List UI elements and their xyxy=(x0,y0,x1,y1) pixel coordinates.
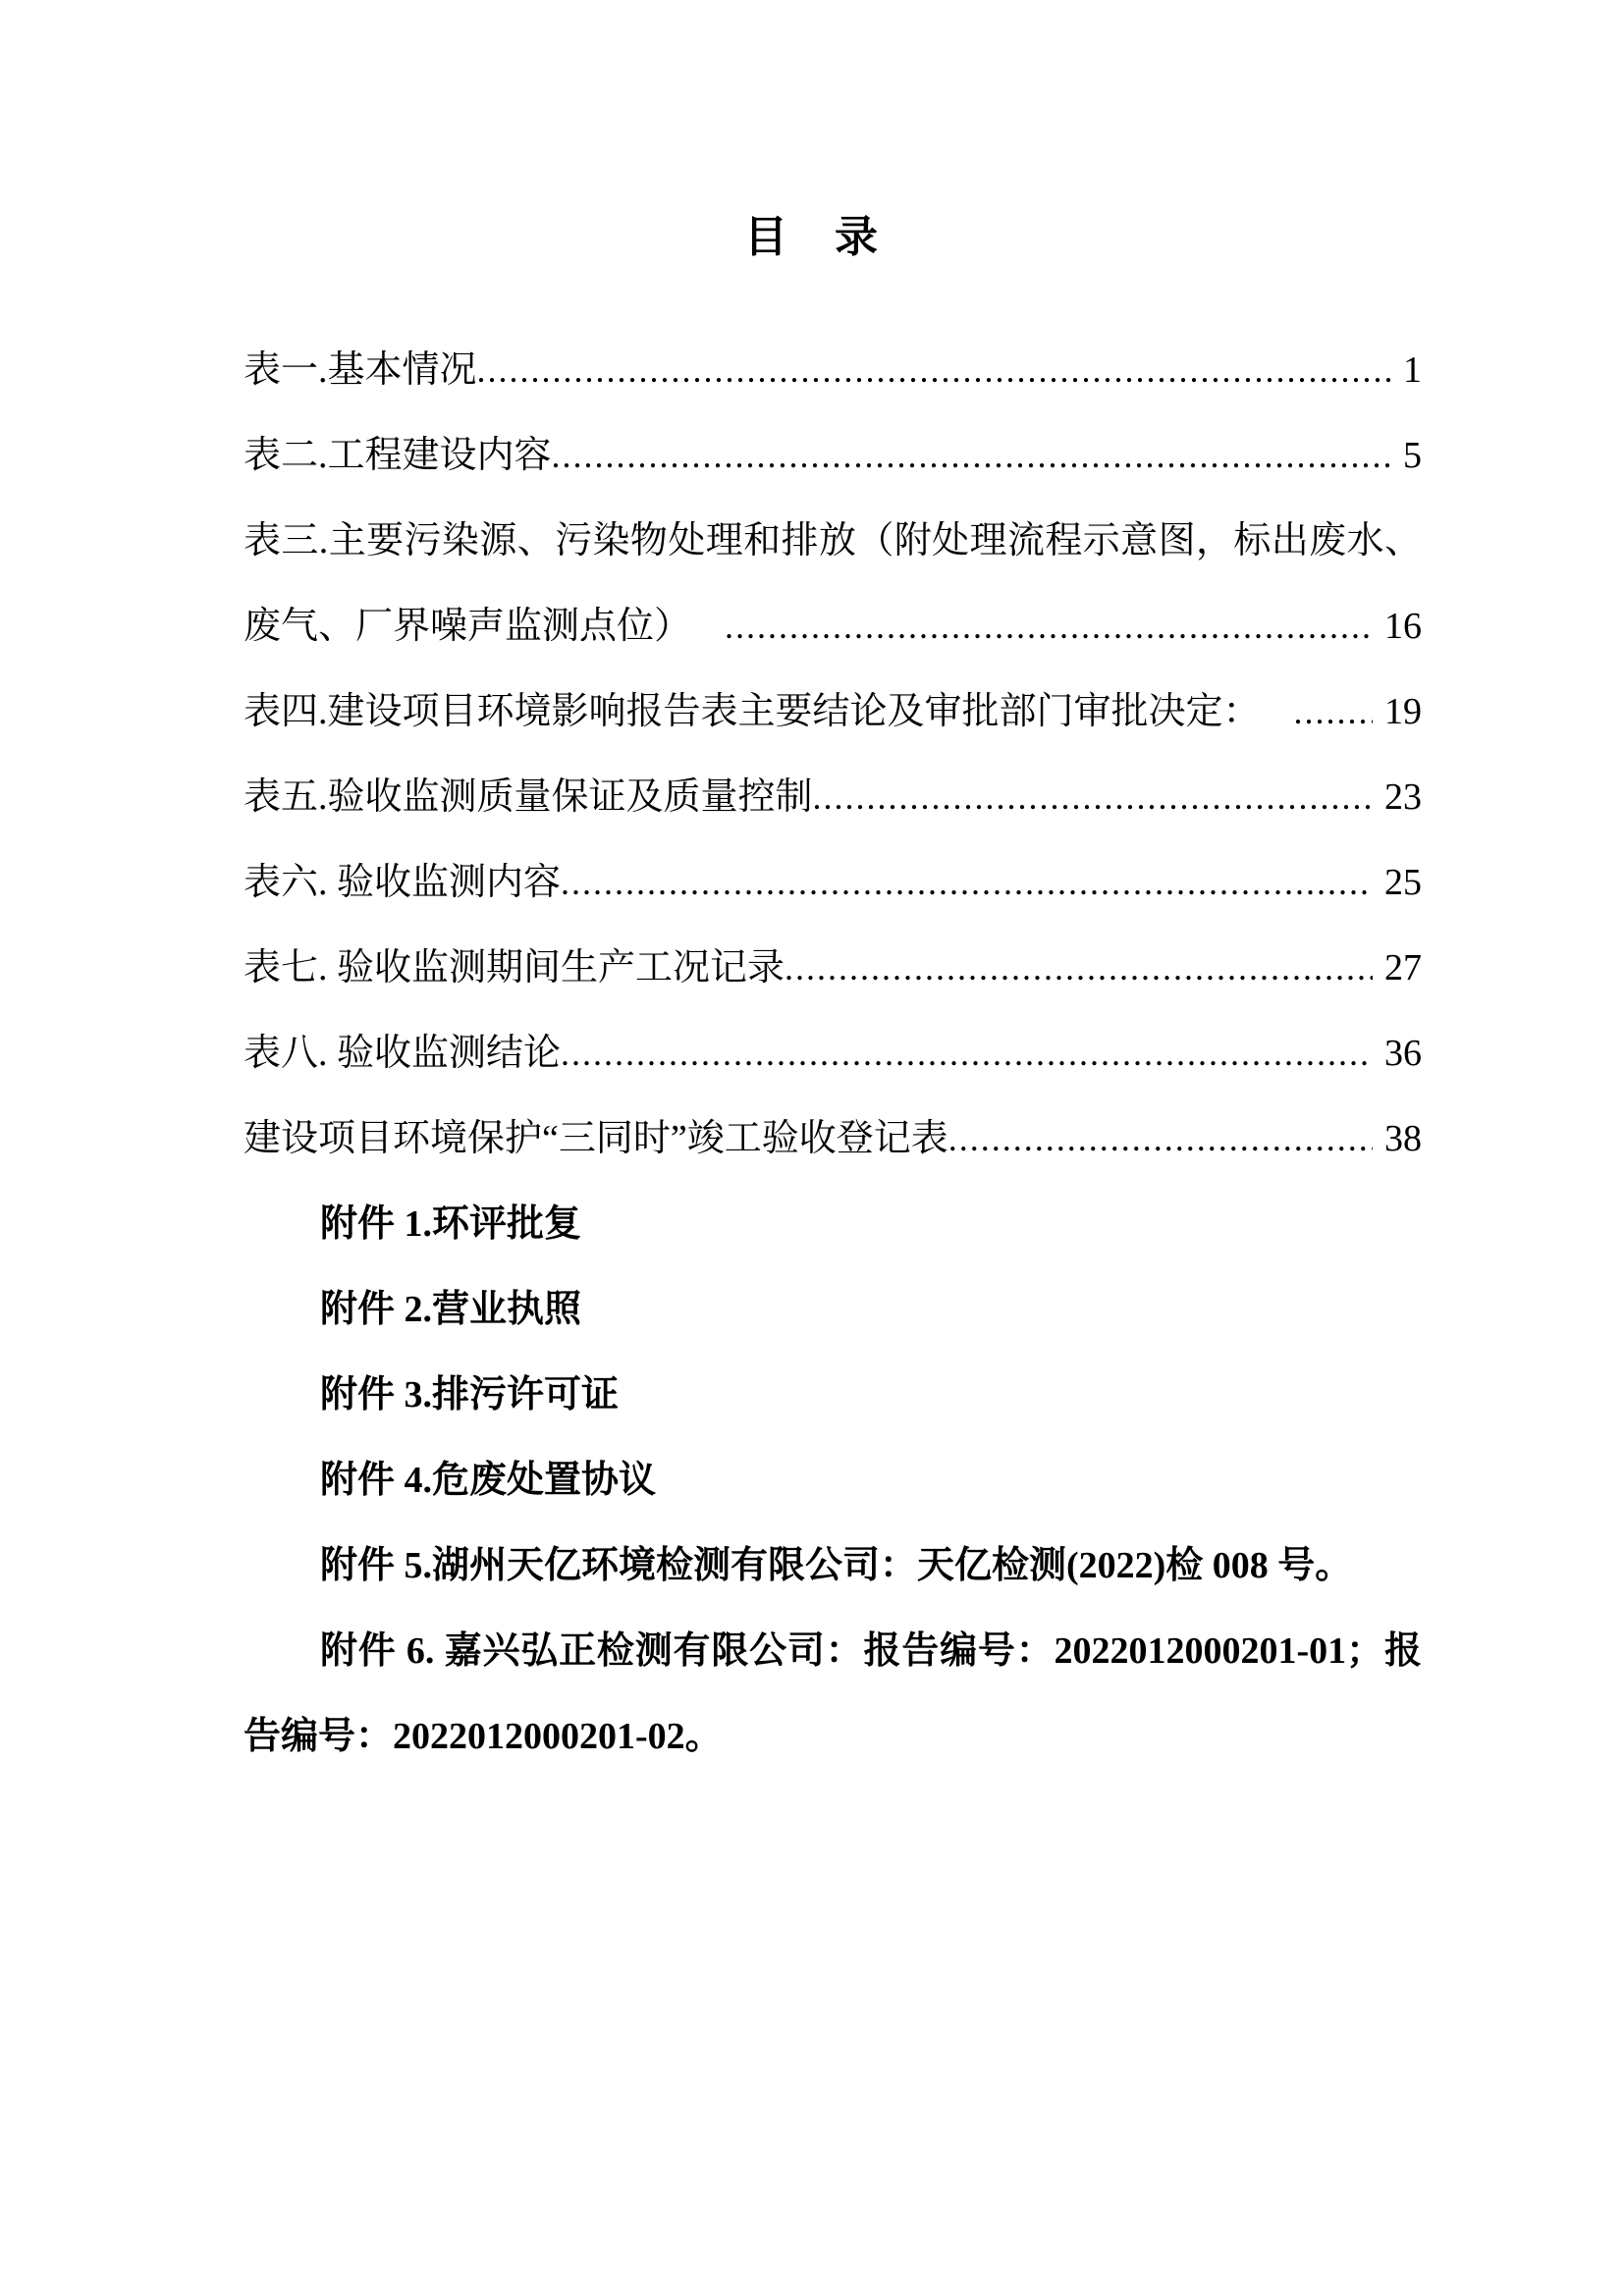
toc-entry-page: 5 xyxy=(1403,435,1422,476)
dot-leader xyxy=(813,755,1373,840)
attachments-list xyxy=(244,1182,1422,1780)
toc-entry xyxy=(244,584,1422,669)
toc-entry xyxy=(244,1011,1422,1096)
toc-entry-label: 建设项目环境保护“三同时”竣工验收登记表 xyxy=(244,1118,948,1159)
toc-entry-page: 19 xyxy=(1384,691,1422,732)
toc-entry-page: 25 xyxy=(1384,862,1422,903)
toc-entry-label: 表二.工程建设内容 xyxy=(244,435,552,476)
toc-entry-label: 表七. 验收监测期间生产工况记录 xyxy=(244,947,785,988)
toc-entry-page: 38 xyxy=(1384,1118,1422,1159)
toc-entry xyxy=(244,840,1422,926)
toc-entry-label: 表八. 验收监测结论 xyxy=(244,1033,562,1074)
toc-entry-page: 36 xyxy=(1384,1033,1422,1074)
dot-leader xyxy=(477,328,1391,413)
toc-entry-page: 1 xyxy=(1403,349,1422,391)
toc-entry xyxy=(244,1096,1422,1182)
toc-entry xyxy=(244,926,1422,1011)
toc-entry-label: 废气、厂界噪声监测点位） xyxy=(244,606,692,647)
dot-leader xyxy=(948,1096,1373,1182)
attachment-item: 附件 4.危废处置协议 xyxy=(320,1460,657,1501)
dot-leader xyxy=(725,584,1373,669)
attachment-item: 附件 3.排污许可证 xyxy=(320,1374,620,1415)
dot-leader xyxy=(552,413,1391,499)
dot-leader xyxy=(785,926,1373,1011)
toc-list xyxy=(244,328,1422,1182)
toc-entry-label-wrap: 表三.主要污染源、污染物处理和排放（附处理流程示意图，标出废水、 xyxy=(244,520,1422,561)
page-title: 目 录 xyxy=(744,213,880,261)
attachment-item-continuation: 告编号：2022012000201-02。 xyxy=(244,1716,723,1757)
attachment-item: 附件 5.湖州天亿环境检测有限公司：天亿检测(2022)检 008 号。 xyxy=(320,1545,1353,1586)
attachment-item: 附件 1.环评批复 xyxy=(320,1203,582,1245)
toc-entry-page: 16 xyxy=(1384,606,1422,647)
toc-entry-page: 23 xyxy=(1384,776,1422,818)
attachment-item: 附件 2.营业执照 xyxy=(320,1289,582,1330)
toc-entry xyxy=(244,669,1422,755)
toc-entry-label: 表五.验收监测质量保证及质量控制 xyxy=(244,776,813,818)
dot-leader xyxy=(1294,669,1373,755)
toc-entry-label: 表一.基本情况 xyxy=(244,349,477,391)
dot-leader xyxy=(561,840,1373,926)
toc-entry-page: 27 xyxy=(1384,947,1422,988)
toc-entry xyxy=(244,328,1422,413)
toc-entry xyxy=(244,413,1422,499)
attachment-item: 附件 6. 嘉兴弘正检测有限公司：报告编号：2022012000201-01；报 xyxy=(320,1630,1422,1672)
dot-leader xyxy=(561,1011,1373,1096)
toc-entry-label: 表六. 验收监测内容 xyxy=(244,862,562,903)
toc-entry xyxy=(244,755,1422,840)
toc-entry-label: 表四.建设项目环境影响报告表主要结论及审批部门审批决定： xyxy=(244,691,1261,732)
